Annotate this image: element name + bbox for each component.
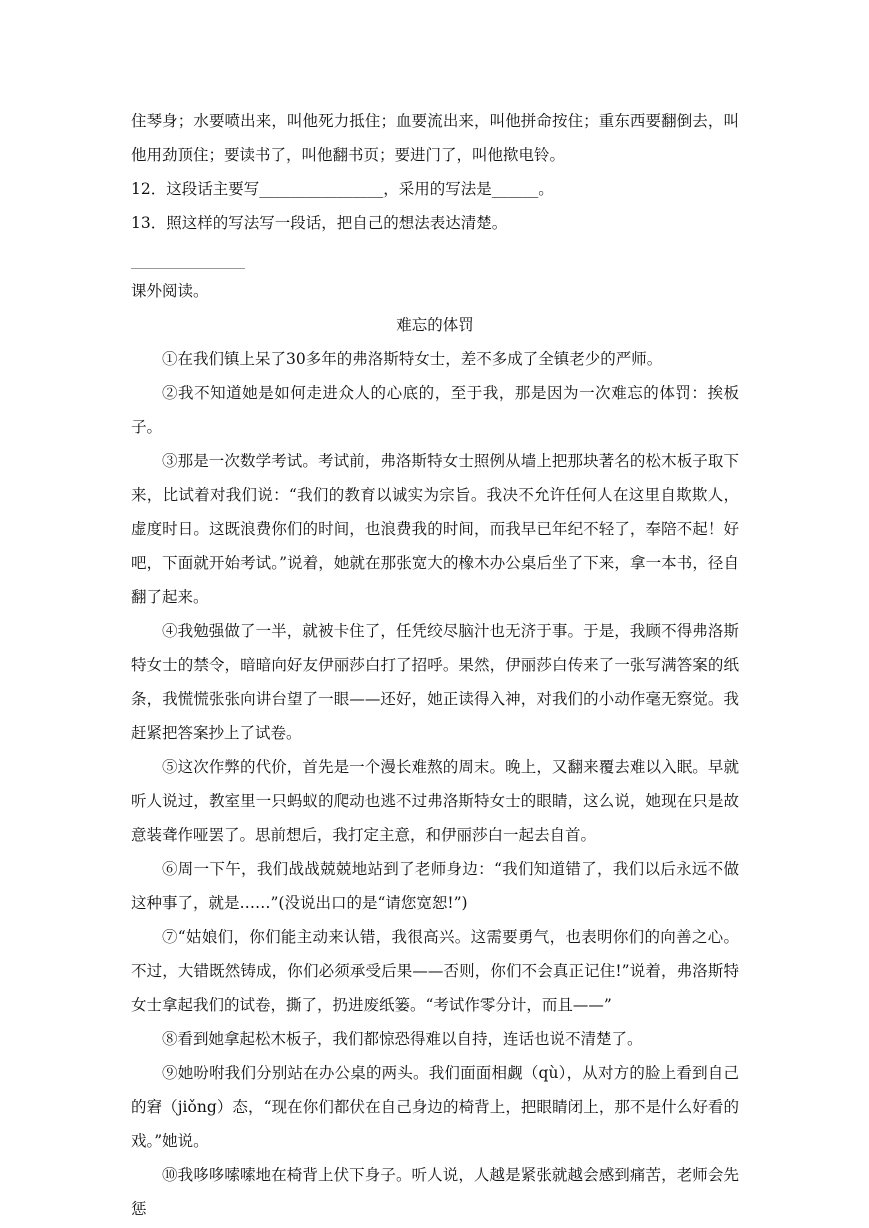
paragraph-10: ⑩我哆哆嗦嗦地在椅背上伏下身子。听人说，人越是紧张就越会感到痛苦，老师会先惩 — [131, 1166, 739, 1218]
paragraph-3: ③那是一次数学考试。考试前，弗洛斯特女士照例从墙上把那块著名的松木板子取下来，比试着对我们说：“我们的教育以诚实为宗旨。我决不允许任何人在这里自欺欺人，虚度时日。这既浪费你们的时间，也浪费我的时间，而我早已年纪不轻了，奉陪不起！好吧，下面就开始考试。”说着，她就在那张宽大的橡木办公桌后坐了下来，拿一本书，径自翻了起来。 — [131, 452, 739, 606]
paragraph-1: ①在我们镇上呆了30多年的弗洛斯特女士，差不多成了全镇老少的严师。 — [162, 350, 663, 368]
question-12: 12．这段话主要写________________，采用的写法是______。 — [131, 180, 554, 198]
top-paragraph: 住琴身；水要喷出来，叫他死力抵住；血要流出来，叫他拼命按住；重东西要翻倒去，叫他用劲顶住；要读书了，叫他翻书页；要进门了，叫他揿电铃。 — [131, 112, 739, 164]
paragraph-8: ⑧看到她拿起松木板子，我们都惊恐得难以自持，连话也说不清楚了。 — [162, 1030, 643, 1048]
paragraph-5: ⑤这次作弊的代价，首先是一个漫长难熬的周末。晚上，又翻来覆去难以入眠。早就听人说过，教室里一只蚂蚁的爬动也逃不过弗洛斯特女士的眼睛，这么说，她现在只是故意装聋作哑罢了。思前想后，我打定主意，和伊丽莎白一起去自首。 — [131, 758, 739, 844]
question-13: 13．照这样的写法写一段话，把自己的想法表达清楚。 — [131, 214, 508, 232]
divider-line — [131, 268, 245, 269]
document-page — [131, 104, 739, 1226]
section-label: 课外阅读。 — [131, 282, 209, 300]
paragraph-2: ②我不知道她是如何走进众人的心底的，至于我，那是因为一次难忘的体罚：挨板子。 — [131, 384, 739, 436]
paragraph-4: ④我勉强做了一半，就被卡住了，任凭绞尽脑汁也无济于事。于是，我顾不得弗洛斯特女士的禁令，暗暗向好友伊丽莎白打了招呼。果然，伊丽莎白传来了一张写满答案的纸条，我慌慌张张向讲台望了一眼——还好，她正读得入神，对我们的小动作毫无察觉。我赶紧把答案抄上了试卷。 — [131, 622, 739, 742]
paragraph-9: ⑨她吩咐我们分别站在办公桌的两头。我们面面相觑（qù），从对方的脸上看到自己的窘（jiǒng）态，“现在你们都伏在自己身边的椅背上，把眼睛闭上，那不是什么好看的戏。”她说。 — [131, 1064, 739, 1150]
paragraph-6: ⑥周一下午，我们战战兢兢地站到了老师身边：“我们知道错了，我们以后永远不做这种事了，就是……”(没说出口的是“请您宽恕!”) — [131, 860, 739, 912]
paragraph-7: ⑦“姑娘们，你们能主动来认错，我很高兴。这需要勇气，也表明你们的向善之心。不过，大错既然铸成，你们必须承受后果——否则，你们不会真正记住!”说着，弗洛斯特女士拿起我们的试卷，撕了，扔进废纸篓。“考试作零分计，而且——” — [131, 928, 739, 1014]
article-title: 难忘的体罚 — [396, 316, 474, 334]
